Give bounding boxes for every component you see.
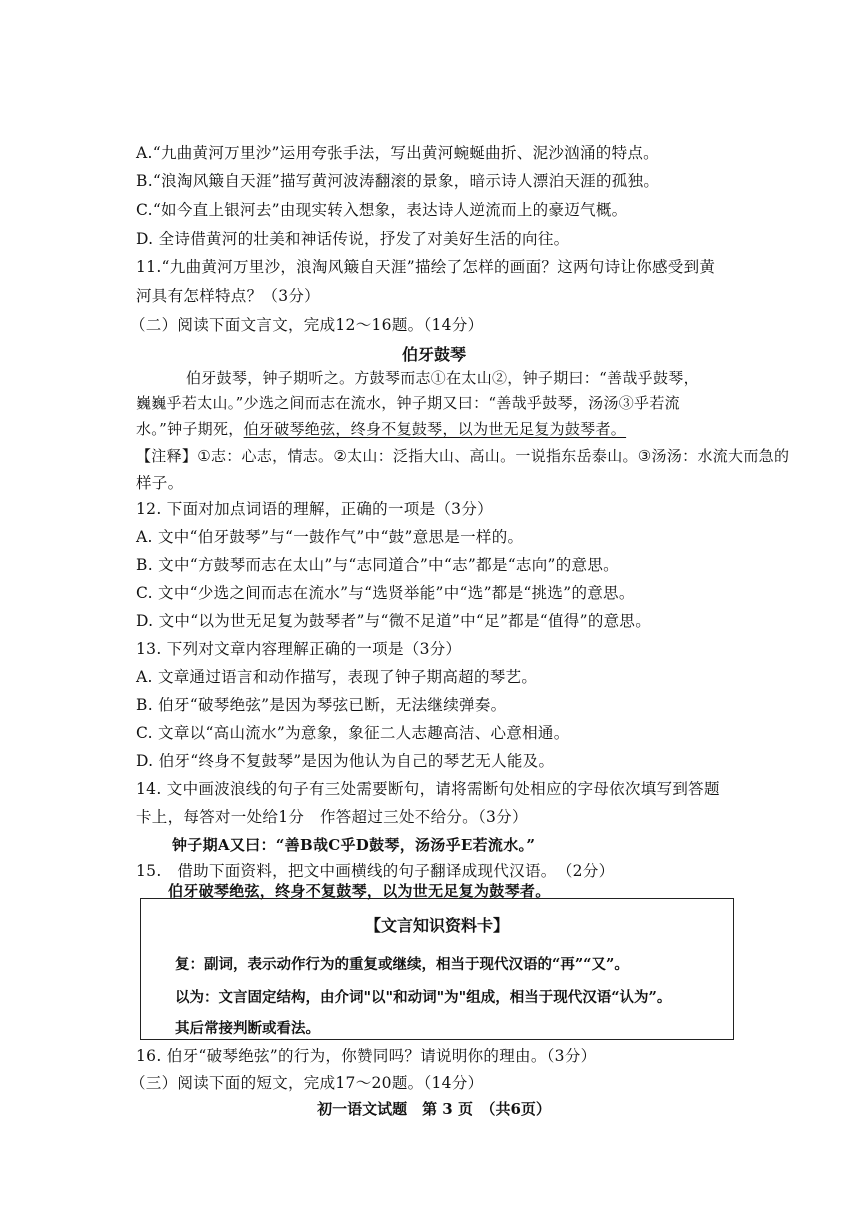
page-footer: 初一语文试题 第 3 页 （共6页） bbox=[317, 1100, 551, 1118]
q13-stem: 13. 下列对文章内容理解正确的一项是（3分） bbox=[136, 640, 462, 658]
passage-title: 伯牙鼓琴 bbox=[401, 345, 466, 364]
q14-line2: 卡上，每答对一处给1分 作答超过三处不给分。（3分） bbox=[136, 808, 528, 826]
q12-option-b: B. 文中“方鼓琴而志在太山”与“志同道合”中“志”都是“志向”的意思。 bbox=[136, 556, 619, 574]
card-title: 【文言知识资料卡】 bbox=[364, 916, 509, 935]
q10-option-b: B.“浪淘风簸自天涯”描写黄河波涛翻滚的景象，暗示诗人漂泊天涯的孤独。 bbox=[136, 172, 660, 190]
q11-line1: 11.“九曲黄河万里沙，浪淘风簸自天涯”描绘了怎样的画面？这两句诗让你感受到黄 bbox=[136, 258, 716, 276]
passage-line3-start: 水。”钟子期死， bbox=[136, 420, 244, 438]
knowledge-card bbox=[140, 898, 734, 1040]
q11-line2: 河具有怎样特点？（3分） bbox=[136, 287, 320, 305]
q12-option-a: A. 文中“伯牙鼓琴”与“一鼓作气”中“鼓”意思是一样的。 bbox=[136, 528, 524, 546]
q13-option-d: D. 伯牙“终身不复鼓琴”是因为他认为自己的琴艺无人能及。 bbox=[136, 752, 555, 770]
notes-line2: 样子。 bbox=[136, 474, 184, 492]
q13-option-a: A. 文章通过语言和动作描写，表现了钟子期高超的琴艺。 bbox=[136, 668, 538, 686]
passage-line1: 伯牙鼓琴，钟子期听之。方鼓琴而志①在太山②，钟子期曰：“善哉乎鼓琴， bbox=[186, 369, 699, 387]
q16-stem: 16. 伯牙“破琴绝弦”的行为，你赞同吗？请说明你的理由。（3分） bbox=[136, 1047, 597, 1065]
section2-heading: （二）阅读下面文言文，完成12～16题。（14分） bbox=[130, 316, 484, 334]
q12-option-d: D. 文中“以为世无足复为鼓琴者”与“微不足道”中“足”都是“值得”的意思。 bbox=[136, 612, 652, 630]
q13-option-b: B. 伯牙“破琴绝弦”是因为琴弦已断，无法继续弹奏。 bbox=[136, 696, 507, 714]
section3-heading: （三）阅读下面的短文，完成17～20题。（14分） bbox=[130, 1074, 484, 1092]
card-line3: 其后常接判断或看法。 bbox=[175, 1020, 320, 1037]
q10-option-d: D. 全诗借黄河的壮美和神话传说，抒发了对美好生活的向往。 bbox=[136, 230, 570, 248]
passage-line2: 巍巍乎若太山。”少选之间而志在流水，钟子期又曰：“善哉乎鼓琴，汤汤③乎若流 bbox=[136, 394, 680, 412]
q14-line1: 14. 文中画波浪线的句子有三处需要断句，请将需断句处相应的字母依次填写到答题 bbox=[136, 780, 720, 798]
card-line2: 以为：文言固定结构，由介词"以"和动词"为"组成，相当于现代汉语“认为”。 bbox=[175, 989, 672, 1006]
q15-sentence: 伯牙破琴绝弦，终身不复鼓琴，以为世无足复为鼓琴者。 bbox=[168, 882, 551, 900]
notes-line1: 【注释】①志：心志，情志。②太山：泛指大山、高山。一说指东岳泰山。③汤汤：水流大而急的 bbox=[136, 447, 790, 465]
underlined-sentence: 伯牙破琴绝弦，终身不复鼓琴，以为世无足复为鼓琴者。 bbox=[243, 420, 627, 438]
q12-stem: 12. 下面对加点词语的理解，正确的一项是（3分） bbox=[136, 500, 493, 518]
q10-option-c: C.“如今直上银河去”由现实转入想象，表达诗人逆流而上的豪迈气概。 bbox=[136, 201, 628, 219]
q14-sentence: 钟子期A又曰：“善B哉C乎D鼓琴，汤汤乎E若流水。” bbox=[172, 836, 536, 854]
card-line1: 复：副词，表示动作行为的重复或继续，相当于现代汉语的“再”“又”。 bbox=[175, 956, 629, 973]
passage-line3 bbox=[136, 419, 626, 439]
q13-option-c: C. 文章以“高山流水”为意象，象征二人志趣高洁、心意相通。 bbox=[136, 724, 570, 742]
q12-option-c: C. 文中“少选之间而志在流水”与“选贤举能”中“选”都是“挑选”的意思。 bbox=[136, 584, 635, 602]
q15-stem: 15. 借助下面资料，把文中画横线的句子翻译成现代汉语。 （2分） bbox=[136, 862, 615, 880]
q10-option-a: A.“九曲黄河万里沙”运用夸张手法，写出黄河蜿蜒曲折、泥沙汹涌的特点。 bbox=[136, 144, 659, 162]
